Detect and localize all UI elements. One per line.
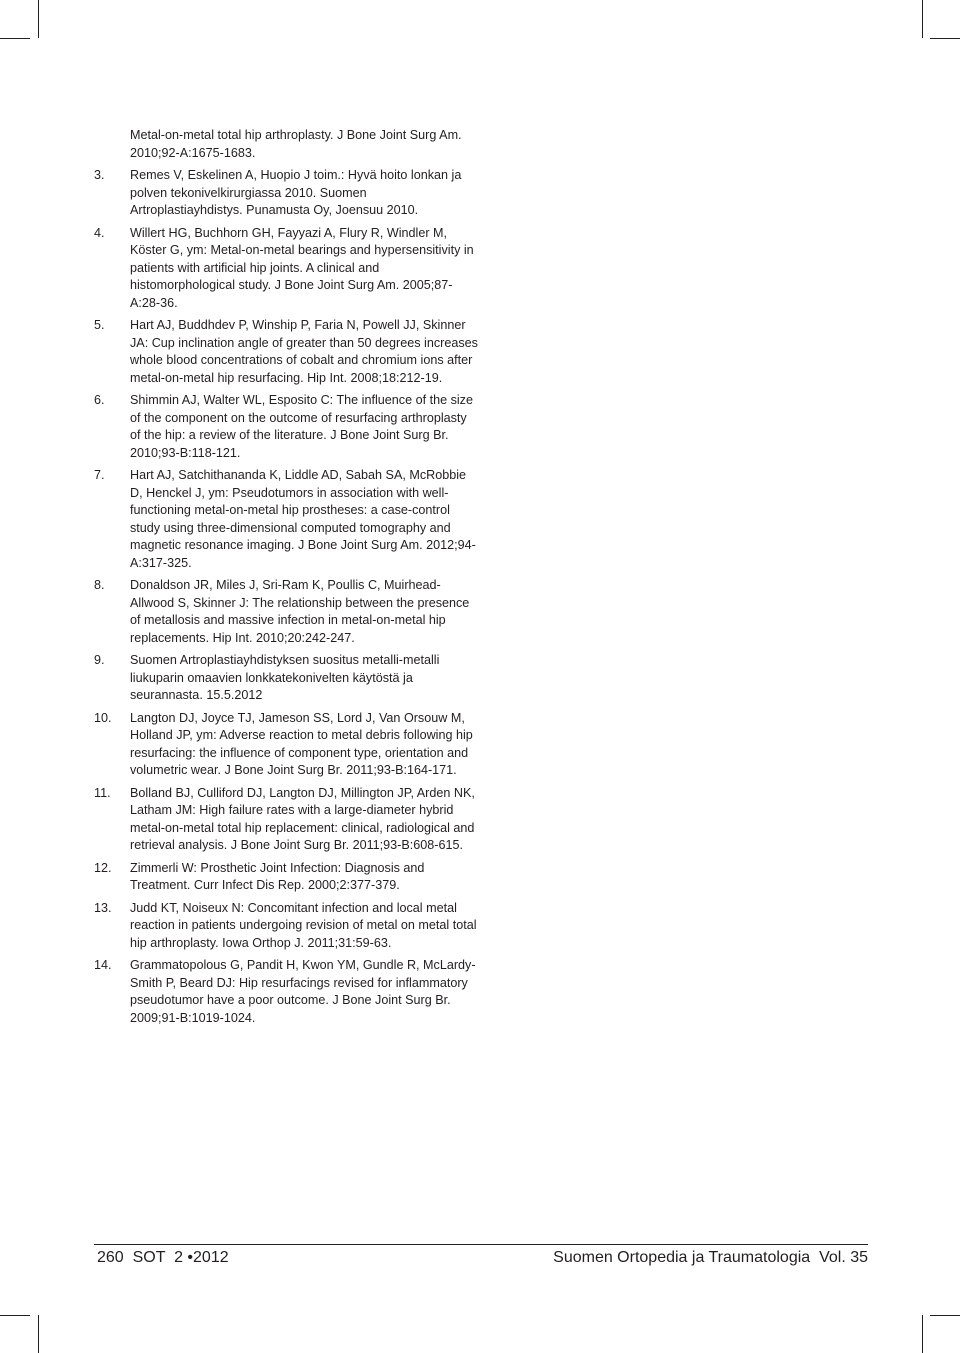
reference-number: 6. (94, 393, 105, 407)
reference-text: Hart AJ, Buddhdev P, Winship P, Faria N, Powell JJ, Skinner JA: Cup inclination angle of greater than 50 degrees increases whole blood concentrations of cobalt and chromium ions after metal-on-metal hip resurfacing. Hip Int. 2008;18:212-19. (130, 318, 478, 385)
reference-item (94, 167, 478, 220)
footer-divider (94, 1244, 868, 1245)
reference-item (94, 317, 478, 387)
reference-number: 9. (94, 653, 105, 667)
reference-list (94, 127, 478, 1032)
reference-number: 8. (94, 578, 105, 592)
reference-number: 10. (94, 710, 112, 725)
reference-text: Metal-on-metal total hip arthroplasty. J Bone Joint Surg Am. 2010;92-A:1675-1683. (130, 128, 462, 160)
reference-item (94, 225, 478, 313)
reference-continuation (94, 127, 478, 162)
crop-mark (922, 1315, 923, 1353)
reference-item (94, 652, 478, 705)
reference-item (94, 860, 478, 895)
crop-mark (38, 1315, 39, 1353)
reference-text: Shimmin AJ, Walter WL, Esposito C: The influence of the size of the component on the outcome of resurfacing arthroplasty of the hip: a review of the literature. J Bone Joint Surg Br. 2010;93-B:118-121. (130, 393, 473, 460)
crop-mark (930, 1315, 960, 1316)
footer-journal: Suomen Ortopedia ja Traumatologia Vol. 35 (553, 1249, 868, 1266)
reference-text: Langton DJ, Joyce TJ, Jameson SS, Lord J, Van Orsouw M, Holland JP, ym: Adverse reaction to metal debris following hip resurfacing: the influence of component type, orientation and volumetric wear. J Bone Joint Surg Br. 2011;93-B:164-171. (130, 710, 473, 777)
reference-text: Remes V, Eskelinen A, Huopio J toim.: Hyvä hoito lonkan ja polven tekonivelkirurgiassa 2010. Suomen Artroplastiayhdistys. Punamusta Oy, Joensuu 2010. (130, 168, 462, 217)
reference-number: 5. (94, 318, 105, 332)
reference-text: Grammatopolous G, Pandit H, Kwon YM, Gundle R, McLardy-Smith P, Beard DJ: Hip resurfacings revised for inflammatory pseudotumor have a poor outcome. J Bone Joint Surg Br. 2009;91-B:1019-1024. (130, 958, 476, 1025)
reference-number: 7. (94, 468, 105, 482)
crop-mark (0, 1315, 30, 1316)
footer-issue: 260 SOT 2 •2012 (97, 1249, 229, 1266)
reference-number: 11. (94, 785, 111, 800)
reference-item (94, 467, 478, 572)
reference-item (94, 957, 478, 1027)
reference-item (94, 900, 478, 953)
crop-mark (930, 38, 960, 39)
reference-number: 4. (94, 225, 105, 240)
crop-mark (0, 38, 30, 39)
reference-item (94, 577, 478, 647)
reference-text: Hart AJ, Satchithananda K, Liddle AD, Sabah SA, McRobbie D, Henckel J, ym: Pseudotumors in association with well-functioning metal-on-metal hip prostheses: a case-control study using three-dimensional computed tomography and magnetic resonance imaging. J Bone Joint Surg Am. 2012;94-A:317-325. (130, 468, 476, 570)
reference-number: 13. (94, 900, 112, 915)
reference-text: Bolland BJ, Culliford DJ, Langton DJ, Millington JP, Arden NK, Latham JM: High failure rates with a large-diameter hybrid metal-on-metal total hip replacement: clinical, radiological and retrieval analysis. J Bone Joint Surg Br. 2011;93-B:608-615. (130, 785, 475, 852)
reference-item (94, 785, 478, 855)
reference-number: 3. (94, 168, 105, 182)
reference-text: Donaldson JR, Miles J, Sri-Ram K, Poullis C, Muirhead-Allwood S, Skinner J: The relationship between the presence of metallosis and massive infection in metal-on-metal hip replacements. Hip Int. 2010;20:242-247. (130, 578, 470, 645)
crop-mark (922, 0, 923, 38)
reference-number: 12. (94, 860, 112, 875)
reference-number: 14. (94, 958, 112, 972)
reference-text: Suomen Artroplastiayhdistyksen suositus metalli-metalli liukuparin omaavien lonkkatekonivelten käytöstä ja seurannasta. 15.5.2012 (130, 653, 440, 702)
reference-text: Willert HG, Buchhorn GH, Fayyazi A, Flury R, Windler M, Köster G, ym: Metal-on-metal bearings and hypersensitivity in patients with artificial hip joints. A clinical and histomorphological study. J Bone Joint Surg Am. 2005;87-A:28-36. (130, 225, 474, 310)
crop-mark (38, 0, 39, 38)
reference-text: Judd KT, Noiseux N: Concomitant infection and local metal reaction in patients undergoing revision of metal on metal total hip arthroplasty. Iowa Orthop J. 2011;31:59-63. (130, 900, 477, 950)
reference-text: Zimmerli W: Prosthetic Joint Infection: Diagnosis and Treatment. Curr Infect Dis Rep. 2000;2:377-379. (130, 860, 425, 892)
reference-item (94, 710, 478, 780)
page-footer (97, 1248, 868, 1268)
reference-item (94, 392, 478, 462)
